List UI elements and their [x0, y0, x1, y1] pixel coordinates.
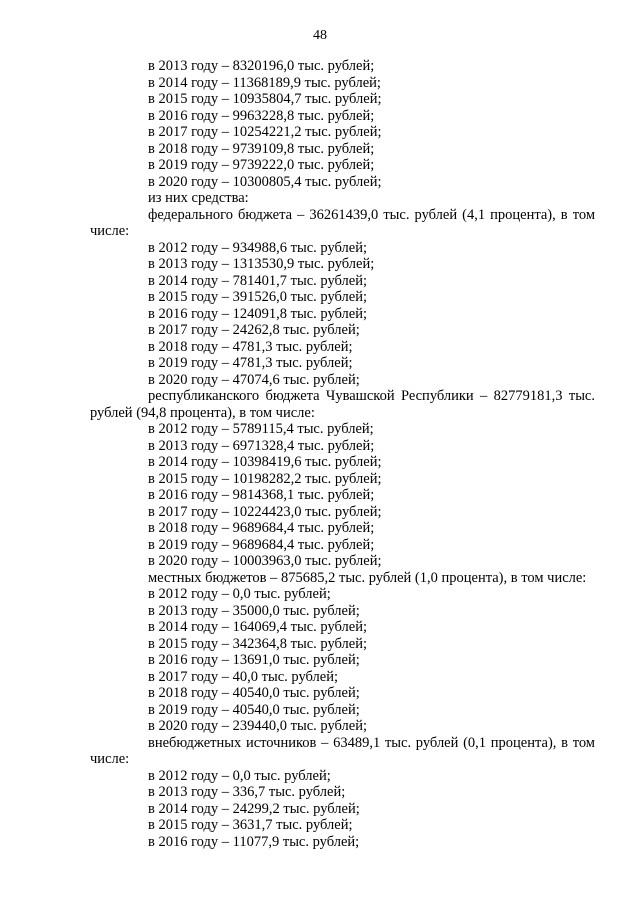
list-item: в 2014 году – 24299,2 тыс. рублей; [148, 800, 360, 817]
list-item: в 2014 году – 781401,7 тыс. рублей; [148, 272, 368, 289]
list-item: в 2014 году – 10398419,6 тыс. рублей; [148, 454, 382, 470]
list-item: в 2019 году – 4781,3 тыс. рублей; [148, 355, 353, 371]
list-item: в 2015 году – 391526,0 тыс. рублей; [148, 289, 368, 305]
list-item: в 2013 году – 35000,0 тыс. рублей; [148, 602, 360, 619]
list-item: в 2015 году – 10198282,2 тыс. рублей; [148, 470, 382, 487]
document-body [90, 58, 595, 850]
list-item: в 2012 году – 0,0 тыс. рублей; [148, 586, 331, 602]
list-item: в 2013 году – 1313530,9 тыс. рублей; [148, 256, 375, 272]
list-item: в 2012 году – 934988,6 тыс. рублей; [148, 239, 368, 256]
page-number: 48 [313, 28, 327, 43]
list-item: в 2015 году – 342364,8 тыс. рублей; [148, 635, 368, 652]
list-item: в 2012 году – 5789115,4 тыс. рублей; [148, 421, 374, 437]
list-item: в 2020 году – 10300805,4 тыс. рублей; [148, 173, 382, 190]
list-item: в 2016 году – 11077,9 тыс. рублей; [148, 833, 360, 850]
local-budget-section [90, 570, 595, 735]
list-item: в 2017 году – 10224423,0 тыс. рублей; [148, 503, 382, 520]
list-item: в 2017 году – 40,0 тыс. рублей; [148, 668, 339, 685]
list-item: в 2019 году – 9689684,4 тыс. рублей; [148, 536, 375, 553]
list-item: в 2014 году – 11368189,9 тыс. рублей; [148, 74, 381, 91]
list-item: в 2018 году – 9689684,4 тыс. рублей; [148, 520, 375, 536]
list-item: в 2016 году – 13691,0 тыс. рублей; [148, 652, 360, 668]
total-funding-list [90, 58, 595, 207]
section-heading: местных бюджетов – 875685,2 тыс. рублей (1,0 процента), в том числе: [148, 569, 587, 586]
list-item: в 2016 году – 124091,8 тыс. рублей; [148, 305, 368, 322]
list-item: в 2013 году – 336,7 тыс. рублей; [148, 784, 346, 800]
list-item: в 2017 году – 10254221,2 тыс. рублей; [148, 124, 382, 140]
list-item: в 2016 году – 9814368,1 тыс. рублей; [148, 487, 375, 503]
list-item: в 2015 году – 10935804,7 тыс. рублей; [148, 91, 382, 107]
list-item: в 2017 году – 24262,8 тыс. рублей; [148, 322, 360, 338]
section-heading: внебюджетных источников – 63489,1 тыс. рублей (0,1 процента), в том числе: [90, 734, 595, 767]
list-item: в 2019 году – 40540,0 тыс. рублей; [148, 701, 360, 718]
federal-budget-section [90, 207, 595, 389]
list-item: в 2016 году – 9963228,8 тыс. рублей; [148, 107, 375, 124]
list-item: в 2018 году – 40540,0 тыс. рублей; [148, 685, 360, 701]
list-item: в 2020 году – 47074,6 тыс. рублей; [148, 371, 360, 388]
list-item: в 2013 году – 6971328,4 тыс. рублей; [148, 437, 375, 454]
extrabudgetary-section [90, 735, 595, 851]
republican-budget-section [90, 388, 595, 570]
list-item: в 2019 году – 9739222,0 тыс. рублей; [148, 157, 375, 173]
list-item: в 2020 году – 10003963,0 тыс. рублей; [148, 553, 382, 569]
list-item: в 2013 году – 8320196,0 тыс. рублей; [148, 58, 375, 74]
section-heading: федерального бюджета – 36261439,0 тыс. рублей (4,1 процента), в том числе: [90, 206, 595, 239]
section-heading: республиканского бюджета Чувашской Республики – 82779181,3 тыс. рублей (94,8 процента), в том числе: [90, 388, 595, 421]
list-item: в 2020 году – 239440,0 тыс. рублей; [148, 718, 368, 734]
list-item: в 2018 году – 4781,3 тыс. рублей; [148, 338, 353, 355]
list-item: в 2014 году – 164069,4 тыс. рублей; [148, 619, 368, 635]
list-item: из них средства: [148, 190, 249, 206]
list-item: в 2018 году – 9739109,8 тыс. рублей; [148, 140, 375, 157]
list-item: в 2015 году – 3631,7 тыс. рублей; [148, 817, 353, 833]
list-item: в 2012 году – 0,0 тыс. рублей; [148, 767, 331, 784]
